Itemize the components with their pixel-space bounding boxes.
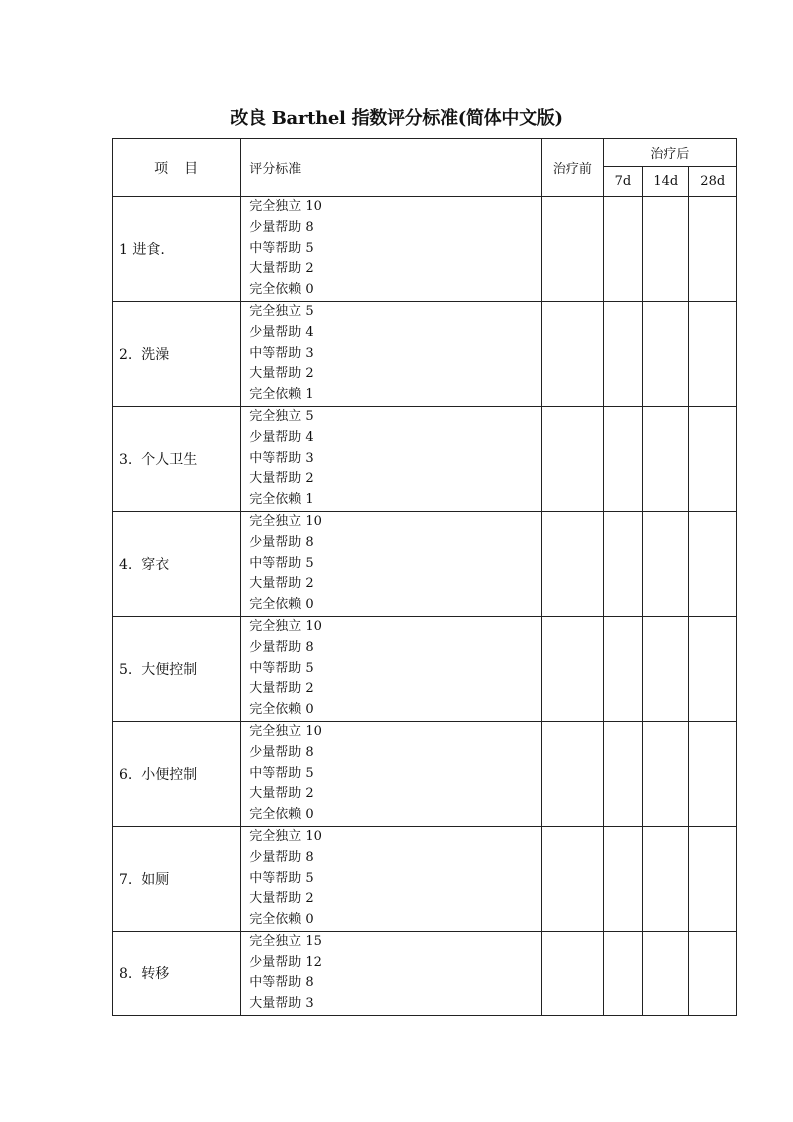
score-28d-cell[interactable] <box>689 406 737 511</box>
item-label: 2. 洗澡 <box>113 301 241 406</box>
item-label: 1 进食. <box>113 197 241 302</box>
score-28d-cell[interactable] <box>689 301 737 406</box>
score-14d-cell[interactable] <box>643 931 689 1015</box>
criteria-option: 少量帮助 4 <box>249 324 314 340</box>
score-7d-cell[interactable] <box>603 511 642 616</box>
criteria-option: 完全依赖 0 <box>249 807 314 823</box>
score-7d-cell[interactable] <box>603 301 642 406</box>
criteria-option: 完全依赖 0 <box>249 912 314 928</box>
score-7d-cell[interactable] <box>603 721 642 826</box>
item-label: 3. 个人卫生 <box>113 406 241 511</box>
header-day-14: 14d <box>643 167 689 197</box>
item-label: 6. 小便控制 <box>113 721 241 826</box>
criteria-option: 中等帮助 3 <box>249 450 314 466</box>
criteria-option: 中等帮助 8 <box>249 975 314 991</box>
criteria-option: 完全独立 10 <box>249 513 322 529</box>
table-row <box>113 721 737 826</box>
criteria-option: 中等帮助 5 <box>249 765 314 781</box>
criteria-cell <box>241 616 542 721</box>
table-row <box>113 616 737 721</box>
table-row <box>113 931 737 1015</box>
criteria-option: 大量帮助 2 <box>249 261 314 277</box>
score-before-cell[interactable] <box>542 511 604 616</box>
table-row <box>113 406 737 511</box>
criteria-cell <box>241 301 542 406</box>
criteria-option: 完全依赖 0 <box>249 597 314 613</box>
criteria-option: 大量帮助 2 <box>249 471 314 487</box>
criteria-option: 完全独立 10 <box>249 618 322 634</box>
header-day-7: 7d <box>603 167 642 197</box>
item-label: 4. 穿衣 <box>113 511 241 616</box>
table-row <box>113 301 737 406</box>
score-7d-cell[interactable] <box>603 826 642 931</box>
barthel-score-table <box>112 138 737 1016</box>
criteria-option: 少量帮助 8 <box>249 219 314 235</box>
score-28d-cell[interactable] <box>689 721 737 826</box>
criteria-option: 少量帮助 8 <box>249 534 314 550</box>
criteria-option: 完全独立 10 <box>249 828 322 844</box>
criteria-cell <box>241 931 542 1015</box>
score-7d-cell[interactable] <box>603 197 642 302</box>
criteria-option: 完全依赖 1 <box>249 492 314 508</box>
criteria-cell <box>241 197 542 302</box>
criteria-option: 完全依赖 0 <box>249 702 314 718</box>
criteria-option: 少量帮助 8 <box>249 639 314 655</box>
table-row <box>113 197 737 302</box>
score-before-cell[interactable] <box>542 301 604 406</box>
criteria-cell <box>241 511 542 616</box>
score-7d-cell[interactable] <box>603 406 642 511</box>
criteria-option: 中等帮助 5 <box>249 870 314 886</box>
criteria-option: 少量帮助 8 <box>249 744 314 760</box>
criteria-option: 少量帮助 8 <box>249 849 314 865</box>
score-7d-cell[interactable] <box>603 616 642 721</box>
document-title: 改良 Barthel 指数评分标准(简体中文版) <box>230 108 563 129</box>
score-28d-cell[interactable] <box>689 616 737 721</box>
criteria-option: 中等帮助 5 <box>249 660 314 676</box>
score-14d-cell[interactable] <box>643 826 689 931</box>
criteria-option: 完全依赖 1 <box>249 387 314 403</box>
criteria-option: 中等帮助 5 <box>249 555 314 571</box>
criteria-option: 大量帮助 2 <box>249 786 314 802</box>
criteria-option: 大量帮助 2 <box>249 891 314 907</box>
criteria-option: 完全独立 5 <box>249 408 314 424</box>
header-day-28: 28d <box>689 167 737 197</box>
score-14d-cell[interactable] <box>643 616 689 721</box>
criteria-option: 完全独立 15 <box>249 933 322 949</box>
item-label: 7. 如厕 <box>113 826 241 931</box>
score-14d-cell[interactable] <box>643 721 689 826</box>
criteria-option: 大量帮助 2 <box>249 681 314 697</box>
table-row <box>113 511 737 616</box>
criteria-option: 完全独立 10 <box>249 199 322 214</box>
header-criteria: 评分标准 <box>241 139 542 197</box>
header-after-treatment: 治疗后 <box>603 139 736 167</box>
header-item: 项 目 <box>113 139 241 197</box>
score-before-cell[interactable] <box>542 616 604 721</box>
criteria-option: 完全独立 10 <box>249 723 322 739</box>
score-before-cell[interactable] <box>542 826 604 931</box>
criteria-cell <box>241 406 542 511</box>
score-28d-cell[interactable] <box>689 197 737 302</box>
criteria-option: 大量帮助 2 <box>249 576 314 592</box>
score-14d-cell[interactable] <box>643 197 689 302</box>
criteria-option: 中等帮助 5 <box>249 240 314 256</box>
score-7d-cell[interactable] <box>603 931 642 1015</box>
score-14d-cell[interactable] <box>643 301 689 406</box>
criteria-cell <box>241 826 542 931</box>
criteria-option: 中等帮助 3 <box>249 345 314 361</box>
score-14d-cell[interactable] <box>643 511 689 616</box>
header-before-treatment: 治疗前 <box>542 139 604 197</box>
item-label: 5. 大便控制 <box>113 616 241 721</box>
criteria-option: 大量帮助 3 <box>249 996 314 1012</box>
score-before-cell[interactable] <box>542 931 604 1015</box>
criteria-option: 完全独立 5 <box>249 303 314 319</box>
criteria-cell <box>241 721 542 826</box>
score-before-cell[interactable] <box>542 197 604 302</box>
table-row <box>113 826 737 931</box>
score-14d-cell[interactable] <box>643 406 689 511</box>
criteria-option: 大量帮助 2 <box>249 366 314 382</box>
item-label: 8. 转移 <box>113 931 241 1015</box>
criteria-option: 少量帮助 4 <box>249 429 314 445</box>
criteria-option: 少量帮助 12 <box>249 954 322 970</box>
score-28d-cell[interactable] <box>689 931 737 1015</box>
score-before-cell[interactable] <box>542 406 604 511</box>
score-28d-cell[interactable] <box>689 511 737 616</box>
criteria-option: 完全依赖 0 <box>249 282 314 298</box>
score-before-cell[interactable] <box>542 721 604 826</box>
score-28d-cell[interactable] <box>689 826 737 931</box>
